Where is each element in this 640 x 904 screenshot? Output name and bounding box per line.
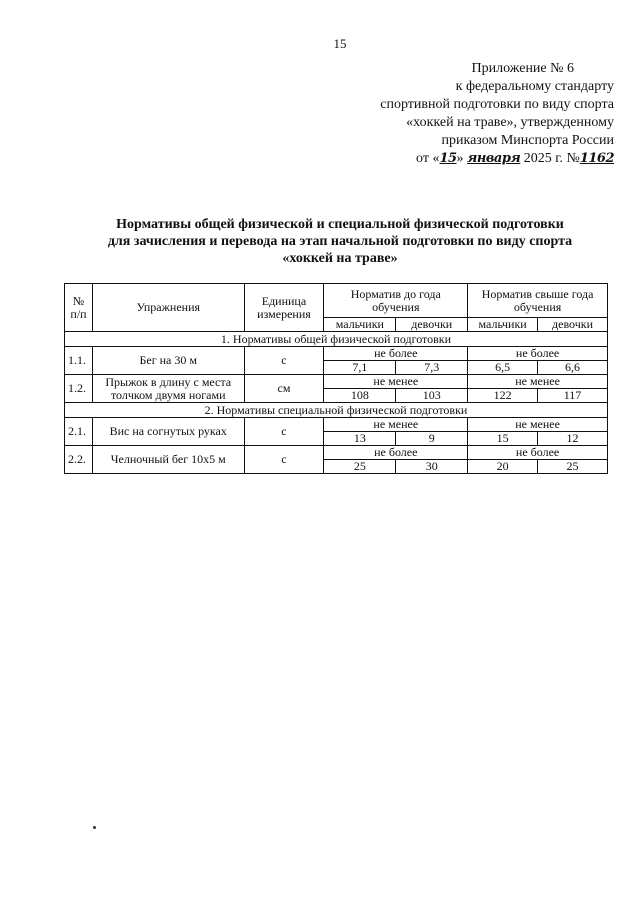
header-girls: девочки (538, 318, 608, 332)
unit: см (244, 375, 324, 403)
handwritten-month: января (467, 151, 521, 166)
appendix-date-line: от «15» января 2025 г. №1162 (416, 151, 614, 166)
table-row: 1.2. Прыжок в длину с места толчком двумя ногами см не менее не менее (65, 375, 608, 389)
appendix-line: «хоккей на траве», утвержденному (406, 115, 614, 130)
unit: с (244, 347, 324, 375)
handwritten-day: 15 (439, 151, 457, 166)
norms-table (64, 283, 608, 474)
appendix-line: к федеральному стандарту (455, 79, 614, 94)
header-boys: мальчики (324, 318, 396, 332)
table-row: 2.2. Челночный бег 10х5 м с не более не более (65, 446, 608, 460)
section-row: 1. Нормативы общей физической подготовки (65, 332, 608, 347)
table-row: 2.1. Вис на согнутых руках с не менее не менее (65, 418, 608, 432)
page-number: 15 (333, 36, 347, 51)
handwritten-order-number: 1162 (579, 151, 614, 166)
appendix-line: приказом Минспорта России (441, 133, 614, 148)
header-unit: Единица измерения (244, 284, 324, 332)
values-row: 7,1 7,3 6,5 6,6 (65, 361, 608, 375)
exercise-name: Челночный бег 10х5 м (92, 446, 244, 474)
header-num: № п/п (65, 284, 93, 332)
appendix-title: Приложение № 6 (471, 61, 574, 76)
header-exercise: Упражнения (92, 284, 244, 332)
unit: с (244, 446, 324, 474)
document-title: Нормативы общей физической и специальной физической подготовки для зачисления и перевода на этап начальной подготовки по виду спорта «хоккей на траве» (107, 217, 573, 266)
header-boys: мальчики (468, 318, 538, 332)
unit: с (244, 418, 324, 446)
exercise-name: Вис на согнутых руках (92, 418, 244, 446)
exercise-name: Бег на 30 м (92, 347, 244, 375)
section-row: 2. Нормативы специальной физической подготовки (65, 403, 608, 418)
header-after-year: Норматив свыше года обучения (468, 284, 608, 318)
scan-speck (93, 826, 96, 829)
header-before-year: Норматив до года обучения (324, 284, 468, 318)
order-year: 2025 г. № (523, 151, 580, 166)
values-row: 108 103 122 117 (65, 389, 608, 403)
exercise-name: Прыжок в длину с места толчком двумя ногами (92, 375, 244, 403)
appendix-block (284, 60, 614, 168)
values-row: 25 30 20 25 (65, 460, 608, 474)
table-row: 1.1. Бег на 30 м с не более не более (65, 347, 608, 361)
appendix-line: спортивной подготовки по виду спорта (380, 97, 614, 112)
values-row: 13 9 15 12 (65, 432, 608, 446)
header-girls: девочки (396, 318, 468, 332)
